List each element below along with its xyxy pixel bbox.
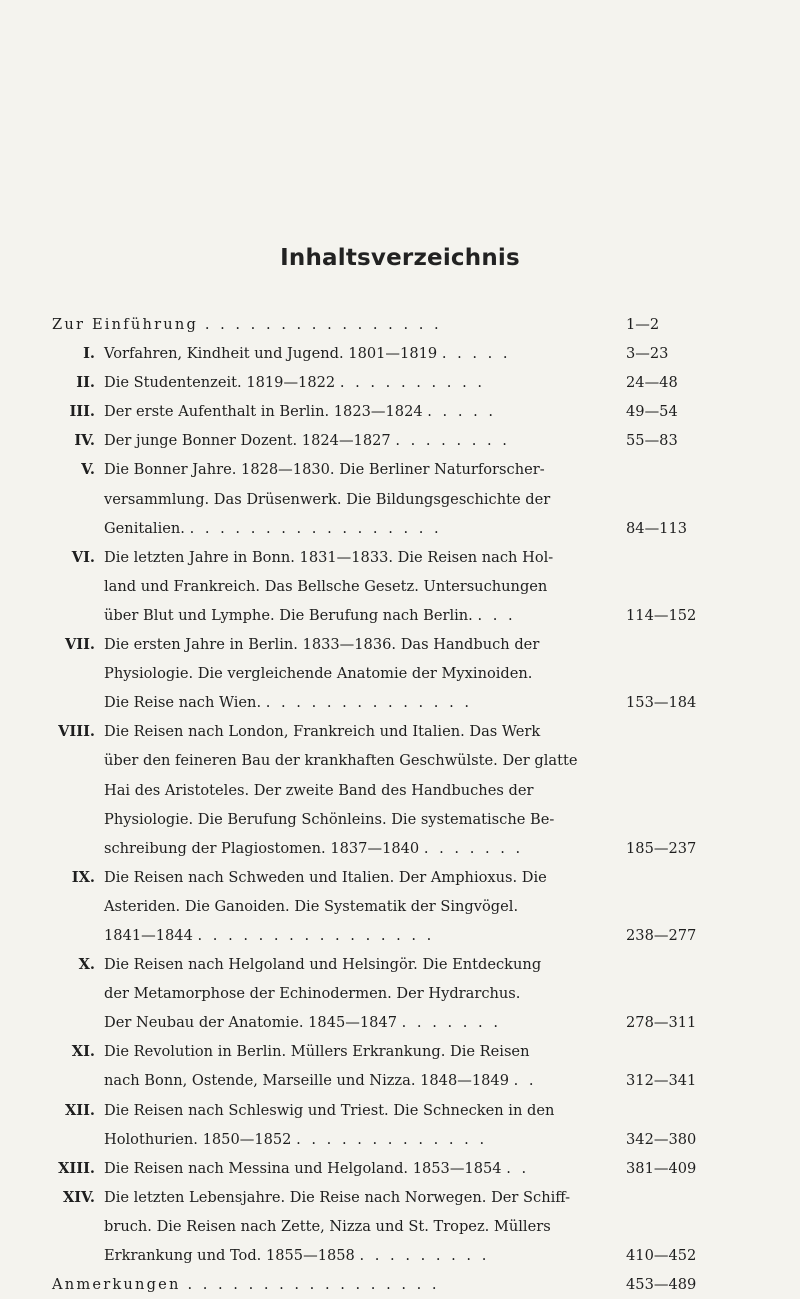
leader-dots: . . . . . . . . . . . . . .: [265, 694, 473, 712]
page-range: 410—452: [626, 1247, 697, 1264]
toc-entry-chapter-1: [52, 339, 752, 368]
chapter-number: VIII.: [58, 723, 95, 741]
toc-entry-chapter-14: [52, 1183, 752, 1270]
toc-entry-chapter-8: [52, 717, 752, 862]
toc-entry-chapter-2: [52, 368, 752, 397]
page-range: 342—380: [626, 1130, 697, 1148]
entry-title: Die Reisen nach Helgoland und Helsingör. Die Entdeckung der Metamorphose der Echinodermen. Der Hydrarchus. Der Neubau der Anatomie. 1845—1847: [104, 956, 542, 1032]
leader-dots: . . . . . . .: [423, 839, 524, 857]
page-range: 312—341: [626, 1072, 697, 1090]
leader-dots: . . . . .: [427, 403, 497, 421]
chapter-number: X.: [78, 956, 95, 974]
leader-dots: . . . . . . . . . . . . . . . . .: [189, 519, 442, 537]
toc-entry-notes: [52, 1270, 752, 1299]
page-range: 55—83: [626, 432, 678, 450]
entry-title: Zur Einführung: [52, 316, 198, 333]
page-range: 153—184: [626, 694, 697, 712]
leader-dots: . . . . . . . . . . . . . . . .: [197, 926, 435, 944]
chapter-number: VII.: [64, 636, 95, 654]
page-range: 84—113: [626, 519, 688, 537]
chapter-number: IV.: [74, 432, 95, 450]
page-range: 453—489: [626, 1276, 697, 1294]
chapter-number: XIII.: [58, 1159, 95, 1177]
toc-entry-chapter-10: [52, 950, 752, 1037]
leader-dots: . . . . . . . . . .: [339, 374, 485, 392]
toc-entry-chapter-5: [52, 455, 752, 542]
chapter-number: I.: [83, 345, 95, 363]
entry-title: Die Reisen nach London, Frankreich und Italien. Das Werk über den feineren Bau der krankhaften Geschwülste. Der glatte Hai des Aristoteles. Der zweite Band des Handbuches der Physiologie. Die Berufung Schönleins. Die systematische Be- schreibung der Plagiostomen. 1837—1840: [104, 723, 578, 857]
chapter-number: XIV.: [62, 1188, 95, 1206]
leader-dots: . . . . . . . . .: [359, 1247, 490, 1264]
leader-dots: . .: [513, 1072, 537, 1090]
leader-dots: . . . . . . . . . . . . . . . . .: [187, 1276, 440, 1294]
page-range: 49—54: [626, 403, 678, 421]
chapter-number: III.: [69, 403, 95, 421]
entry-title: Die letzten Lebensjahre. Die Reise nach Norwegen. Der Schiff- bruch. Die Reisen nach Zette, Nizza und St. Tropez. Müllers Erkrankung und Tod. 1855—1858: [104, 1188, 571, 1264]
entry-title: Die Revolution in Berlin. Müllers Erkrankung. Die Reisen nach Bonn, Ostende, Marseille und Nizza. 1848—1849: [104, 1043, 530, 1090]
toc-entry-chapter-4: [52, 426, 752, 455]
toc-entry-chapter-13: [52, 1154, 752, 1183]
entry-title: Anmerkungen: [52, 1276, 181, 1294]
leader-dots: . . . . . . .: [401, 1014, 501, 1032]
toc-entry-chapter-9: [52, 863, 752, 950]
entry-title: Die Reisen nach Schleswig und Triest. Die Schnecken in den Holothurien. 1850—1852: [104, 1101, 555, 1148]
chapter-number: XI.: [71, 1043, 95, 1061]
leader-dots: . . . . . . . .: [395, 432, 510, 450]
table-of-contents: [52, 310, 752, 1299]
chapter-number: V.: [81, 461, 95, 479]
page-range: 24—48: [626, 374, 678, 392]
leader-dots: . . . . . . . . . . . . . . . .: [204, 316, 442, 333]
chapter-number: VI.: [71, 548, 95, 566]
entry-title: Die letzten Jahre in Bonn. 1831—1833. Die Reisen nach Hol- land und Frankreich. Das Bellsche Gesetz. Untersuchungen über Blut und Lymphe. Die Berufung nach Berlin.: [104, 548, 554, 624]
page-range: 278—311: [626, 1014, 697, 1032]
page-range: 114—152: [626, 606, 697, 624]
page-range: 3—23: [626, 345, 669, 363]
toc-entry-chapter-12: [52, 1096, 752, 1154]
chapter-number: IX.: [71, 868, 95, 886]
entry-title: Die Studentenzeit. 1819—1822: [104, 374, 336, 392]
chapter-number: II.: [76, 374, 95, 392]
leader-dots: . . . . .: [441, 345, 511, 363]
page-range: 1—2: [626, 316, 660, 333]
toc-entry-chapter-7: [52, 630, 752, 717]
page-range: 185—237: [626, 839, 697, 857]
entry-title: Vorfahren, Kindheit und Jugend. 1801—1819: [104, 345, 438, 363]
entry-title: Der erste Aufenthalt in Berlin. 1823—1824: [104, 403, 423, 421]
leader-dots: . . . . . . . . . . . . .: [296, 1130, 488, 1148]
toc-entry-chapter-6: [52, 543, 752, 630]
page-title: Inhaltsverzeichnis: [280, 245, 520, 271]
entry-title: Die Reisen nach Messina und Helgoland. 1853—1854: [104, 1159, 502, 1177]
entry-title: Der junge Bonner Dozent. 1824—1827: [104, 432, 391, 450]
toc-entry-introduction: [52, 310, 752, 339]
entry-title: Die ersten Jahre in Berlin. 1833—1836. Das Handbuch der Physiologie. Die vergleichende Anatomie der Myxinoiden. Die Reise nach Wien.: [104, 636, 540, 712]
toc-entry-chapter-3: [52, 397, 752, 426]
leader-dots: . .: [506, 1159, 530, 1177]
leader-dots: . . .: [477, 606, 516, 624]
page-range: 381—409: [626, 1159, 697, 1177]
page-range: 238—277: [626, 926, 697, 944]
toc-entry-chapter-11: [52, 1037, 752, 1095]
entry-title: Die Bonner Jahre. 1828—1830. Die Berliner Naturforscher- versammlung. Das Drüsenwerk. Die Bildungsgeschichte der Genitalien.: [104, 461, 551, 537]
entry-title: Die Reisen nach Schweden und Italien. Der Amphioxus. Die Asteriden. Die Ganoiden. Die Systematik der Singvögel. 1841—1844: [104, 868, 547, 944]
chapter-number: XII.: [64, 1101, 95, 1119]
